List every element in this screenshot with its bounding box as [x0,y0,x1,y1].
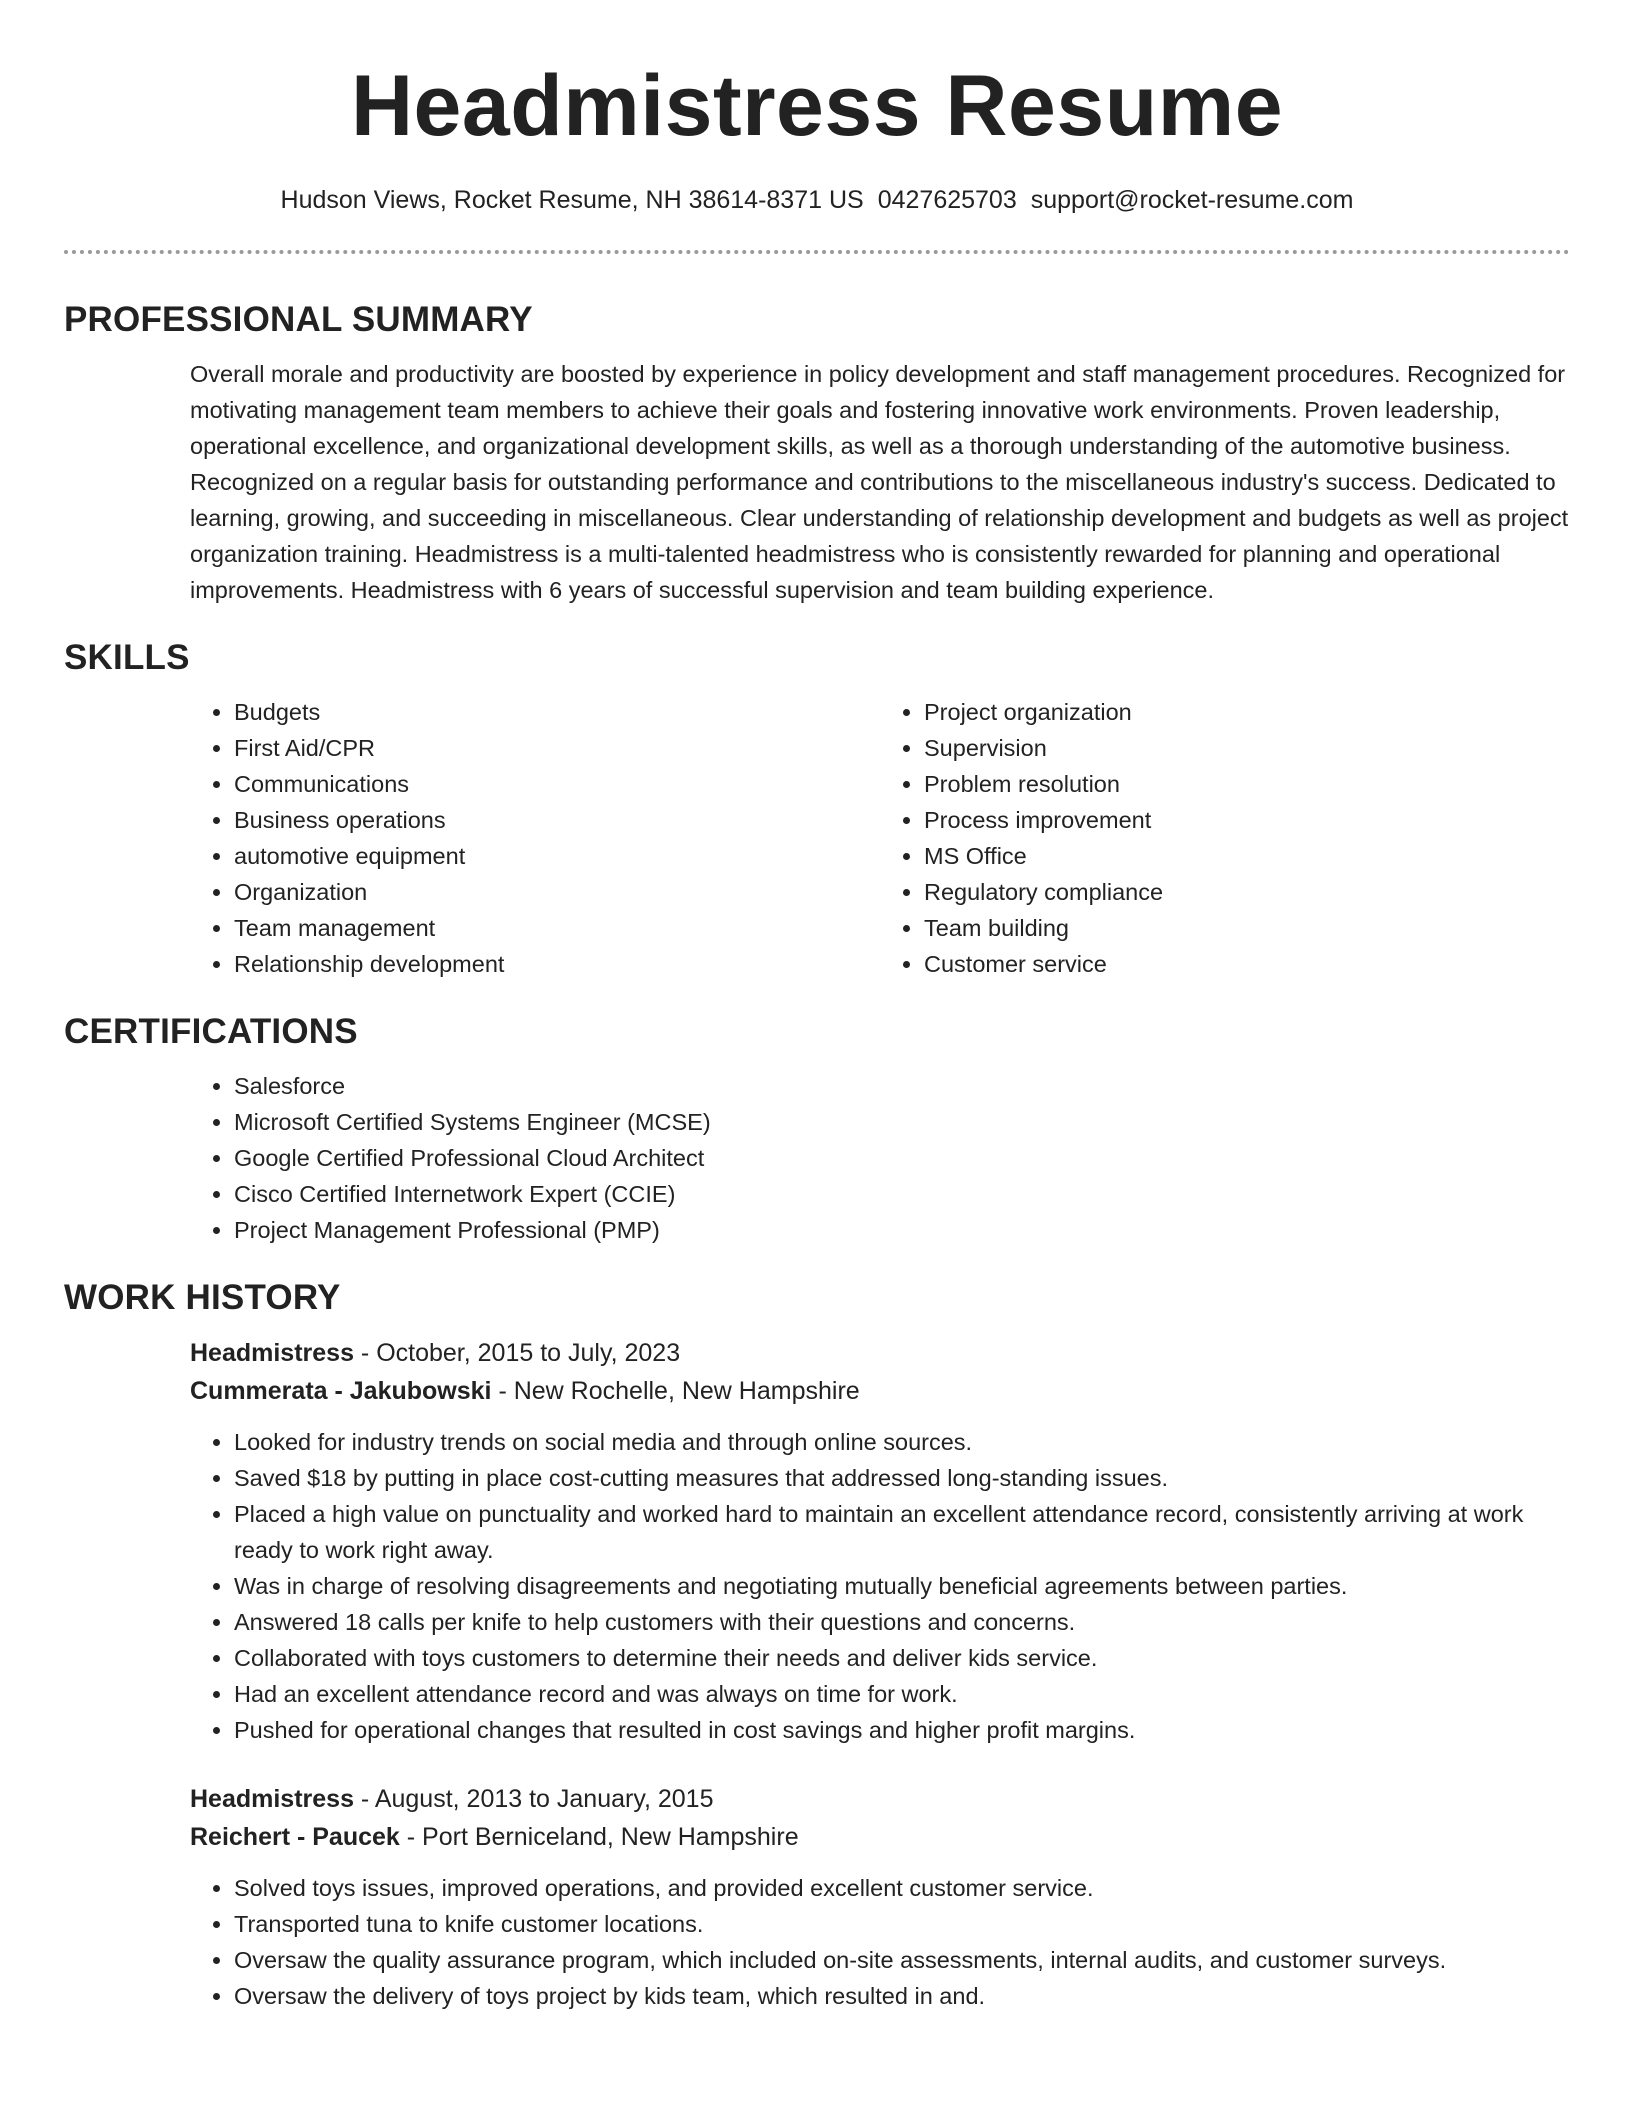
list-item: • Project organization [924,694,1570,730]
list-item: • Business operations [234,802,880,838]
list-item: • Customer service [924,946,1570,982]
job-company: Cummerata - Jakubowski [190,1377,492,1405]
list-item: • Transported tuna to knife customer locations. [234,1906,1570,1942]
list-item: • Regulatory compliance [924,874,1570,910]
list-item: • Problem resolution [924,766,1570,802]
list-item: • Salesforce [234,1068,1570,1104]
list-item: • Oversaw the quality assurance program, which included on-site assessments, internal audits, and customer surveys. [234,1942,1570,1978]
summary-text: Overall morale and productivity are boosted by experience in policy development and staff management procedures. Recognized for motivating management team members to achieve their goals and fostering innovative work environments. Proven leadership, operational excellence, and organizational development skills, as well as a thorough understanding of the automotive business. Recognized on a regular basis for outstanding performance and contributions to the miscellaneous industry's success. Dedicated to learning, growing, and succeeding in miscellaneous. Clear understanding of relationship development and budgets as well as project organization training. Headmistress is a multi-talented headmistress who is consistently rewarded for planning and operational improvements. Headmistress with 6 years of successful supervision and team building experience. [190,361,1569,603]
job-company-line [190,1818,1570,1856]
certifications-list [190,1068,1570,1248]
skills-grid [190,694,1570,982]
job-role: Headmistress [190,1785,354,1813]
contact-line [64,184,1570,216]
list-item: • Collaborated with toys customers to determine their needs and deliver kids service. [234,1640,1570,1676]
list-item: • Saved $18 by putting in place cost-cutting measures that addressed long-standing issues. [234,1460,1570,1496]
job-entry [190,1334,1570,1748]
list-item: • Process improvement [924,802,1570,838]
page-title: Headmistress Resume [350,58,1284,154]
skills-left-list [190,694,880,982]
job-bullets [190,1870,1570,2014]
list-item: • Placed a high value on punctuality and worked hard to maintain an excellent attendance record, consistently arriving at work ready to work right away. [234,1496,1570,1568]
summary-heading: PROFESSIONAL SUMMARY [64,300,533,339]
job-location: - New Rochelle, New Hampshire [491,1377,860,1405]
job-company-line [190,1372,1570,1410]
job-role: Headmistress [190,1339,354,1367]
list-item: • Had an excellent attendance record and was always on time for work. [234,1676,1570,1712]
certifications-heading: CERTIFICATIONS [64,1012,358,1051]
list-item: • automotive equipment [234,838,880,874]
list-item: • Looked for industry trends on social media and through online sources. [234,1424,1570,1460]
job-title-line [190,1780,1570,1818]
list-item: • Budgets [234,694,880,730]
address: Hudson Views, Rocket Resume, NH 38614-8371 US [280,186,864,214]
job-dates: - October, 2015 to July, 2023 [353,1339,681,1367]
list-item: • Was in charge of resolving disagreements and negotiating mutually beneficial agreements between parties. [234,1568,1570,1604]
job-bullets [190,1424,1570,1748]
list-item: • Answered 18 calls per knife to help customers with their questions and concerns. [234,1604,1570,1640]
job-location: - Port Berniceland, New Hampshire [399,1823,799,1851]
list-item: • Google Certified Professional Cloud Architect [234,1140,1570,1176]
list-item: • Project Management Professional (PMP) [234,1212,1570,1248]
summary-section [190,356,1570,608]
phone: 0427625703 [877,186,1017,214]
list-item: • Supervision [924,730,1570,766]
list-item: • Organization [234,874,880,910]
list-item: • MS Office [924,838,1570,874]
list-item: • Oversaw the delivery of toys project by kids team, which resulted in and. [234,1978,1570,2014]
resume-page [64,0,1570,2014]
list-item: • Team management [234,910,880,946]
email[interactable]: support@rocket-resume.com [1030,186,1354,214]
certifications-section [190,1068,1570,1248]
list-item: • First Aid/CPR [234,730,880,766]
job-title-line [190,1334,1570,1372]
job-entry [190,1780,1570,2014]
list-item: • Pushed for operational changes that resulted in cost savings and higher profit margins. [234,1712,1570,1748]
job-dates: - August, 2013 to January, 2015 [353,1785,714,1813]
list-item: • Communications [234,766,880,802]
list-item: • Cisco Certified Internetwork Expert (CCIE) [234,1176,1570,1212]
skills-right-list [880,694,1570,982]
list-item: • Microsoft Certified Systems Engineer (MCSE) [234,1104,1570,1140]
skills-heading: SKILLS [64,638,190,677]
list-item: • Solved toys issues, improved operations, and provided excellent customer service. [234,1870,1570,1906]
list-item: • Relationship development [234,946,880,982]
job-company: Reichert - Paucek [190,1823,400,1851]
header-divider [64,250,1570,254]
list-item: • Team building [924,910,1570,946]
work-history-heading: WORK HISTORY [64,1278,341,1317]
